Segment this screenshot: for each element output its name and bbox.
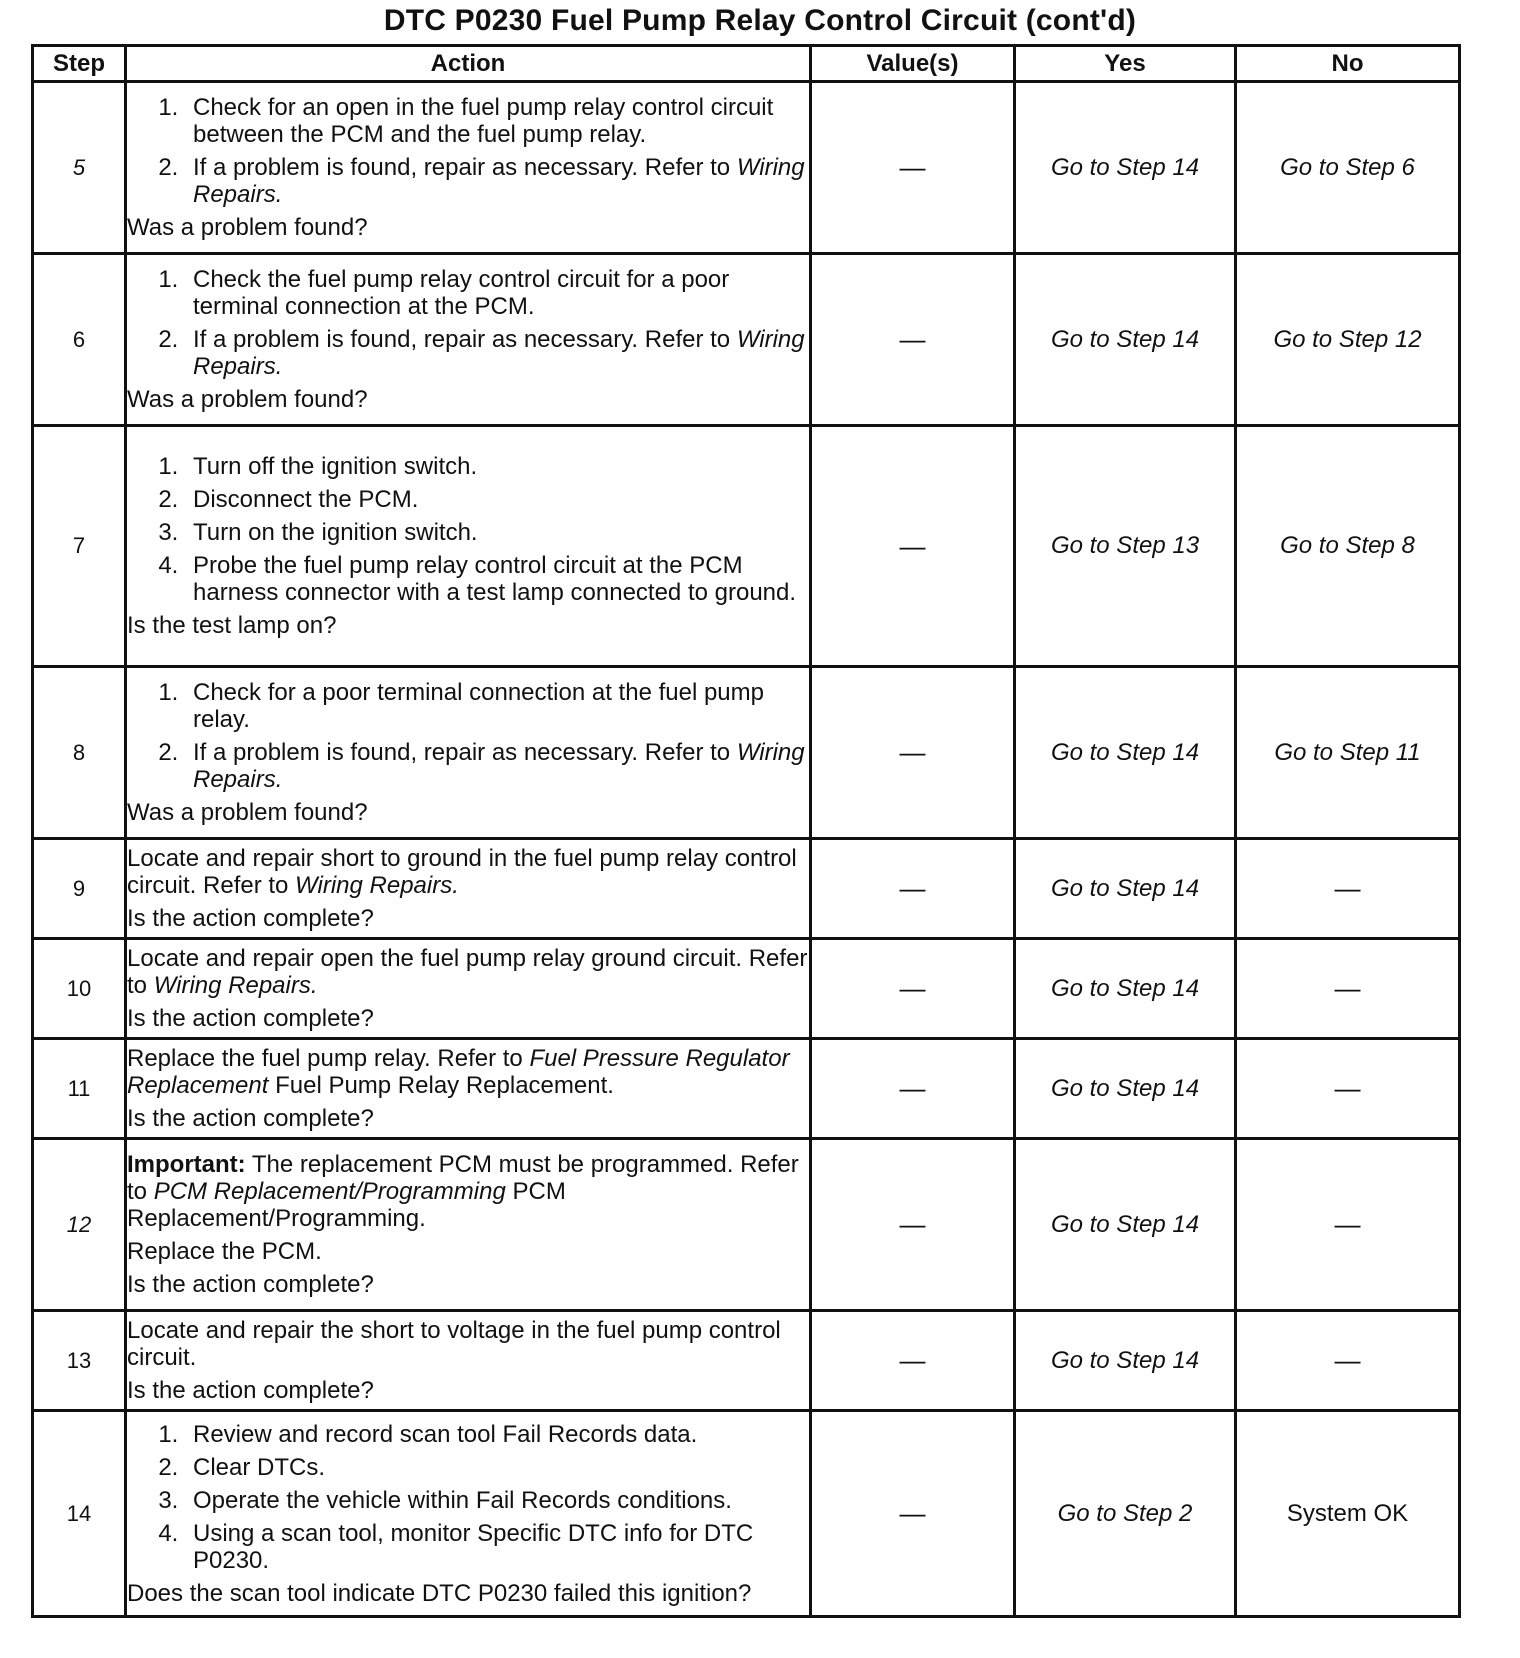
value-cell: — (811, 82, 1015, 254)
list-item: 1. Check the fuel pump relay control circuit for a poor terminal connection at the PCM. (185, 266, 809, 320)
yes-cell: Go to Step 14 (1015, 254, 1236, 426)
reference-link-text: Wiring Repairs. (153, 972, 318, 999)
action-question: Is the action complete? (127, 1105, 374, 1132)
list-item (185, 154, 809, 208)
step-number: 6 (33, 254, 126, 426)
list-item: 1. Check for a poor terminal connection at the fuel pump relay. (185, 679, 809, 733)
table-row (33, 254, 1460, 426)
action-text-body: The replacement PCM must be programmed. Refer to (127, 1151, 799, 1205)
no-cell: — (1236, 1139, 1460, 1311)
no-cell: — (1236, 839, 1460, 939)
list-item: 1. Review and record scan tool Fail Records data. (185, 1421, 809, 1448)
no-cell: System OK (1236, 1411, 1460, 1617)
list-item: 3. Turn on the ignition switch. (185, 519, 809, 546)
step-number: 9 (33, 839, 126, 939)
item-text: If a problem is found, repair as necessary. Refer to (193, 326, 737, 353)
yes-cell: Go to Step 14 (1015, 939, 1236, 1039)
header-yes: Yes (1015, 46, 1236, 82)
action-cell (126, 82, 811, 254)
table-row (33, 1039, 1460, 1139)
step-number: 13 (33, 1311, 126, 1411)
yes-cell: Go to Step 14 (1015, 1039, 1236, 1139)
header-no: No (1236, 46, 1460, 82)
table-row (33, 839, 1460, 939)
value-cell: — (811, 1311, 1015, 1411)
table-row (33, 82, 1460, 254)
step-number: 7 (33, 426, 126, 667)
action-text-tail: PCM Replacement/Programming. (127, 1178, 566, 1232)
action-cell (126, 1139, 811, 1311)
list-item: 1. Turn off the ignition switch. (185, 453, 809, 480)
action-text (127, 1045, 809, 1099)
action-cell (126, 1311, 811, 1411)
no-cell: Go to Step 8 (1236, 426, 1460, 667)
header-action: Action (126, 46, 811, 82)
action-text: Replace the PCM. (127, 1238, 322, 1265)
page-title: DTC P0230 Fuel Pump Relay Control Circuit (cont'd) (383, 4, 1137, 37)
header-step: Step (33, 46, 126, 82)
step-number: 12 (33, 1139, 126, 1311)
table-row (33, 1139, 1460, 1311)
table-header-row (33, 46, 1460, 82)
table-row (33, 1311, 1460, 1411)
reference-link-text: Wiring Repairs. (193, 326, 805, 380)
action-question: Is the action complete? (127, 1271, 374, 1298)
action-question: Is the test lamp on? (127, 612, 337, 639)
list-item: 1. Check for an open in the fuel pump relay control circuit between the PCM and the fuel pump relay. (185, 94, 809, 148)
item-text: If a problem is found, repair as necessary. Refer to (193, 739, 737, 766)
action-question: Does the scan tool indicate DTC P0230 failed this ignition? (127, 1579, 752, 1607)
reference-link-text: Fuel Pressure Regulator Replacement (127, 1045, 790, 1099)
action-text (127, 945, 809, 999)
reference-link-text: PCM Replacement/Programming (153, 1178, 506, 1205)
action-list (127, 266, 809, 380)
step-number: 14 (33, 1411, 126, 1617)
action-text (127, 845, 809, 899)
list-item (185, 326, 809, 380)
action-cell (126, 1039, 811, 1139)
yes-cell: Go to Step 14 (1015, 1311, 1236, 1411)
list-item: 4. Probe the fuel pump relay control circuit at the PCM harness connector with a test lamp connected to ground. (185, 552, 809, 606)
yes-cell: Go to Step 14 (1015, 839, 1236, 939)
important-label: Important: (127, 1151, 246, 1178)
action-text-tail: Fuel Pump Relay Replacement. (268, 1072, 614, 1099)
action-question: Was a problem found? (127, 214, 368, 241)
list-item: 2. Clear DTCs. (185, 1454, 809, 1481)
header-values: Value(s) (811, 46, 1015, 82)
table-row (33, 426, 1460, 667)
action-cell (126, 667, 811, 839)
important-note (127, 1151, 809, 1232)
action-question: Is the action complete? (127, 1005, 374, 1032)
yes-cell: Go to Step 2 (1015, 1411, 1236, 1617)
no-cell: — (1236, 939, 1460, 1039)
action-list (127, 453, 809, 606)
no-cell: Go to Step 11 (1236, 667, 1460, 839)
action-cell (126, 426, 811, 667)
table-row (33, 1411, 1460, 1617)
action-question: Is the action complete? (127, 905, 374, 932)
reference-link-text: Wiring Repairs. (193, 154, 805, 208)
list-item (185, 739, 809, 793)
action-text-body: Replace the fuel pump relay. Refer to (127, 1045, 530, 1072)
action-cell (126, 254, 811, 426)
action-text: Locate and repair the short to voltage in the fuel pump control circuit. (127, 1317, 781, 1371)
step-number: 8 (33, 667, 126, 839)
value-cell: — (811, 426, 1015, 667)
action-text-body: Locate and repair open the fuel pump relay ground circuit. Refer to (127, 945, 808, 999)
yes-cell: Go to Step 14 (1015, 82, 1236, 254)
step-number: 10 (33, 939, 126, 1039)
action-list (127, 1421, 809, 1574)
value-cell: — (811, 1139, 1015, 1311)
value-cell: — (811, 839, 1015, 939)
list-item: 4. Using a scan tool, monitor Specific DTC info for DTC P0230. (185, 1520, 809, 1574)
action-list (127, 94, 809, 208)
action-cell (126, 939, 811, 1039)
value-cell: — (811, 667, 1015, 839)
action-question: Is the action complete? (127, 1377, 374, 1404)
yes-cell: Go to Step 13 (1015, 426, 1236, 667)
value-cell: — (811, 939, 1015, 1039)
no-cell: Go to Step 12 (1236, 254, 1460, 426)
list-item: 2. Disconnect the PCM. (185, 486, 809, 513)
action-list (127, 679, 809, 793)
step-number: 11 (33, 1039, 126, 1139)
table-row (33, 939, 1460, 1039)
action-question: Was a problem found? (127, 386, 368, 413)
yes-cell: Go to Step 14 (1015, 1139, 1236, 1311)
table-row (33, 667, 1460, 839)
item-text: If a problem is found, repair as necessary. Refer to (193, 154, 737, 181)
no-cell: Go to Step 6 (1236, 82, 1460, 254)
reference-link-text: Wiring Repairs. (295, 872, 459, 899)
value-cell: — (811, 1411, 1015, 1617)
action-text-body: Locate and repair short to ground in the fuel pump relay control circuit. Refer to (127, 845, 797, 899)
value-cell: — (811, 254, 1015, 426)
action-question: Was a problem found? (127, 799, 368, 826)
step-number: 5 (33, 82, 126, 254)
no-cell: — (1236, 1039, 1460, 1139)
value-cell: — (811, 1039, 1015, 1139)
reference-link-text: Wiring Repairs. (193, 739, 805, 793)
no-cell: — (1236, 1311, 1460, 1411)
diagnostic-table (31, 44, 1461, 1618)
list-item: 3. Operate the vehicle within Fail Records conditions. (185, 1487, 809, 1514)
action-cell (126, 839, 811, 939)
yes-cell: Go to Step 14 (1015, 667, 1236, 839)
action-cell (126, 1411, 811, 1617)
